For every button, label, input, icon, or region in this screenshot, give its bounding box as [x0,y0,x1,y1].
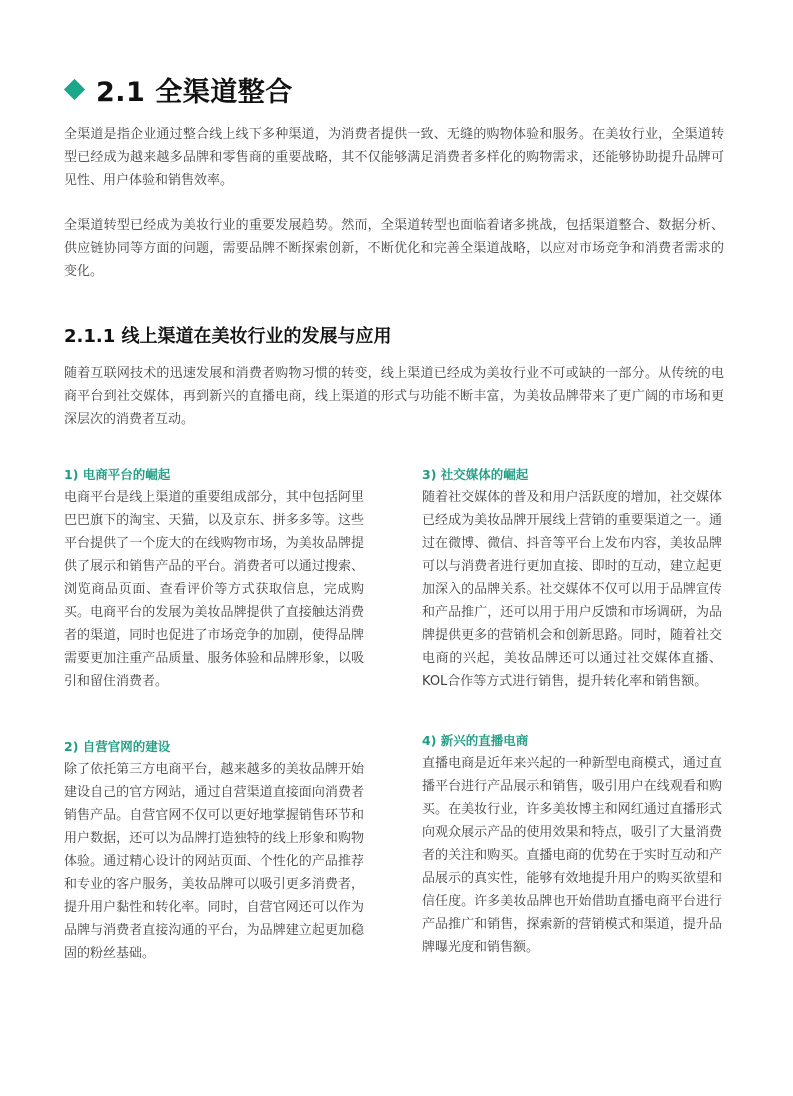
item-body: 除了依托第三方电商平台，越来越多的美妆品牌开始建设自己的官方网站，通过自营渠道直接面向消费者销售产品。自营官网不仅可以更好地掌握销售环节和用户数据，还可以为品牌打造独特的线上形象和购物体验。通过精心设计的网站页面、个性化的产品推荐和专业的客户服务，美妆品牌可以吸引更多消费者，提升用户黏性和转化率。同时，自营官网还可以作为品牌与消费者直接沟通的平台，为品牌建立起更加稳固的粉丝基础。 [64,762,364,961]
item-heading: 4) 新兴的直播电商 [422,733,529,748]
diamond-bullet-icon [64,79,85,100]
item-official-website [64,737,364,965]
item-body: 直播电商是近年来兴起的一种新型电商模式，通过直播平台进行产品展示和销售，吸引用户在线观看和购买。在美妆行业，许多美妆博主和网红通过直播形式向观众展示产品的使用效果和特点，吸引了大量消费者的关注和购买。直播电商的优势在于实时互动和产品展示的真实性，能够有效地提升用户的购买欲望和信任度。许多美妆品牌也开始借助直播电商平台进行产品推广和销售，探索新的营销模式和渠道，提升品牌曝光度和销售额。 [422,756,722,955]
subsection-title: 2.1.1 线上渠道在美妆行业的发展与应用 [64,326,392,347]
item-heading: 2) 自营官网的建设 [64,739,171,754]
section-title-text: 2.1 全渠道整合 [96,77,293,108]
section-paragraph-2: 全渠道转型已经成为美妆行业的重要发展趋势。然而，全渠道转型也面临着诸多挑战，包括渠道整合、数据分析、供应链协同等方面的问题，需要品牌不断探索创新，不断优化和完善全渠道战略，以应对市场竞争和消费者需求的变化。 [64,218,724,279]
item-heading: 3) 社交媒体的崛起 [422,467,529,482]
section-title [64,70,293,109]
item-body: 随着社交媒体的普及和用户活跃度的增加，社交媒体已经成为美妆品牌开展线上营销的重要渠道之一。通过在微博、微信、抖音等平台上发布内容，美妆品牌可以与消费者进行更加直接、即时的互动，建立起更加深入的品牌关系。社交媒体不仅可以用于品牌宣传和产品推广，还可以用于用户反馈和市场调研，为品牌提供更多的营销机会和创新思路。同时，随着社交电商的兴起，美妆品牌还可以通过社交媒体直播、KOL合作等方式进行销售，提升转化率和销售额。 [422,490,722,689]
item-ecommerce-platforms [64,465,364,693]
subsection-intro: 随着互联网技术的迅速发展和消费者购物习惯的转变，线上渠道已经成为美妆行业不可或缺的一部分。从传统的电商平台到社交媒体，再到新兴的直播电商，线上渠道的形式与功能不断丰富，为美妆品牌带来了更广阔的市场和更深层次的消费者互动。 [64,366,724,427]
item-body: 电商平台是线上渠道的重要组成部分，其中包括阿里巴巴旗下的淘宝、天猫，以及京东、拼多多等。这些平台提供了一个庞大的在线购物市场，为美妆品牌提供了展示和销售产品的平台。消费者可以通过搜索、浏览商品页面、查看评价等方式获取信息，完成购买。电商平台的发展为美妆品牌提供了直接触达消费者的渠道，同时也促进了市场竞争的加剧，使得品牌需要更加注重产品质量、服务体验和品牌形象，以吸引和留住消费者。 [64,490,364,689]
item-social-media [422,465,722,693]
section-paragraph-1: 全渠道是指企业通过整合线上线下多种渠道，为消费者提供一致、无缝的购物体验和服务。在美妆行业，全渠道转型已经成为越来越多品牌和零售商的重要战略，其不仅能够满足消费者多样化的购物需求，还能够协助提升品牌可见性、用户体验和销售效率。 [64,127,724,188]
item-heading: 1) 电商平台的崛起 [64,467,171,482]
item-live-commerce [422,731,722,959]
